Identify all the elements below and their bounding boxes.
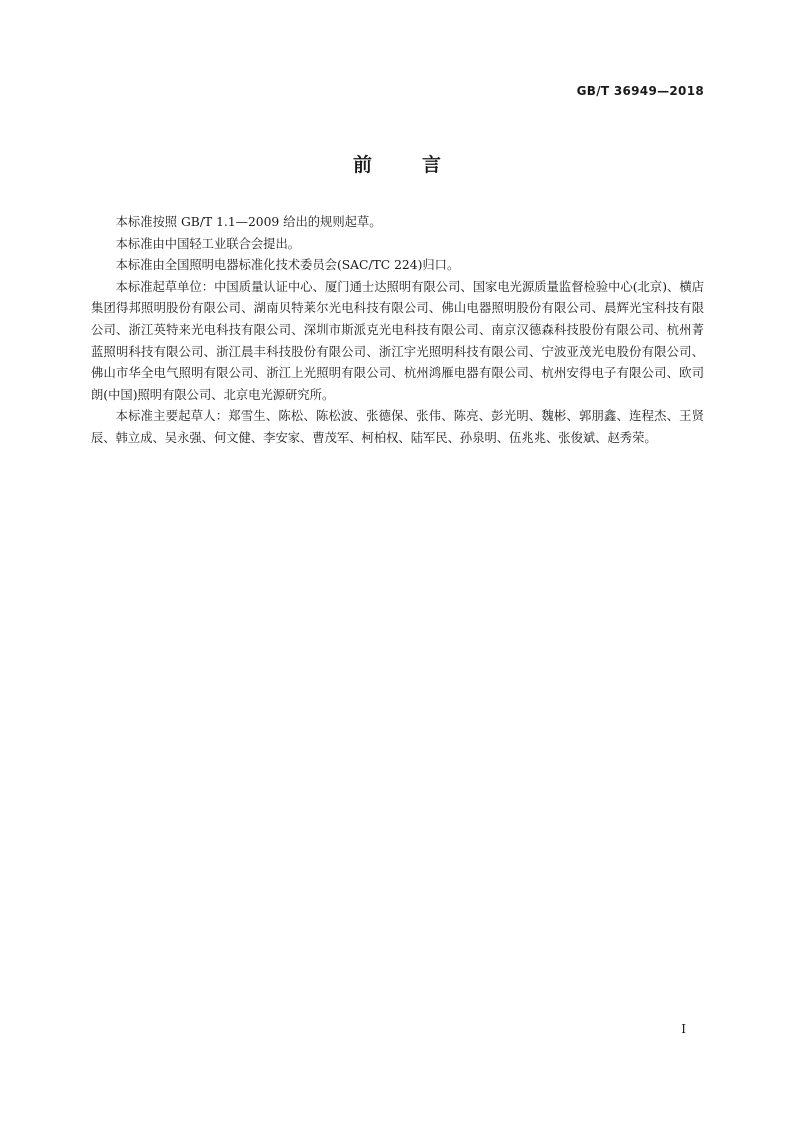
standard-code: GB/T 36949—2018 [576,84,704,98]
foreword-body [91,212,704,450]
page-number: I [681,1022,686,1036]
paragraph-proposer: 本标准由中国轻工业联合会提出。 [115,236,301,251]
paragraph-drafting-units: 本标准起草单位：中国质量认证中心、厦门通士达照明有限公司、国家电光源质量监督检验中心(北京)、横店集团得邦照明股份有限公司、湖南贝特莱尔光电科技有限公司、佛山电器照明股份有限公司、晨辉光宝科技有限公司、浙江英特来光电科技有限公司、深圳市斯派克光电科技有限公司、南京汉德森科技股份有限公司、杭州菁蓝照明科技有限公司、浙江晨丰科技股份有限公司、浙江宇光照明科技有限公司、宁波亚茂光电股份有限公司、佛山市华全电气照明有限公司、浙江上光照明有限公司、杭州鸿雁电器有限公司、杭州安得电子有限公司、欧司朗(中国)照明有限公司、北京电光源研究所。 [91,279,704,402]
paragraph-administrator: 本标准由全国照明电器标准化技术委员会(SAC/TC 224)归口。 [115,258,460,273]
page-title: 前言 [352,154,491,176]
paragraph-drafting-rules: 本标准按照 GB/T 1.1—2009 给出的规则起草。 [115,215,382,229]
paragraph-drafters: 本标准主要起草人：郑雪生、陈松、陈松波、张德保、张伟、陈亮、彭光明、魏彬、郭朋鑫、连程杰、王贤辰、韩立成、吴永强、何文健、李安家、曹茂军、柯柏权、陆军民、孙泉明、伍兆兆、张俊斌、赵秀荣。 [91,409,704,445]
